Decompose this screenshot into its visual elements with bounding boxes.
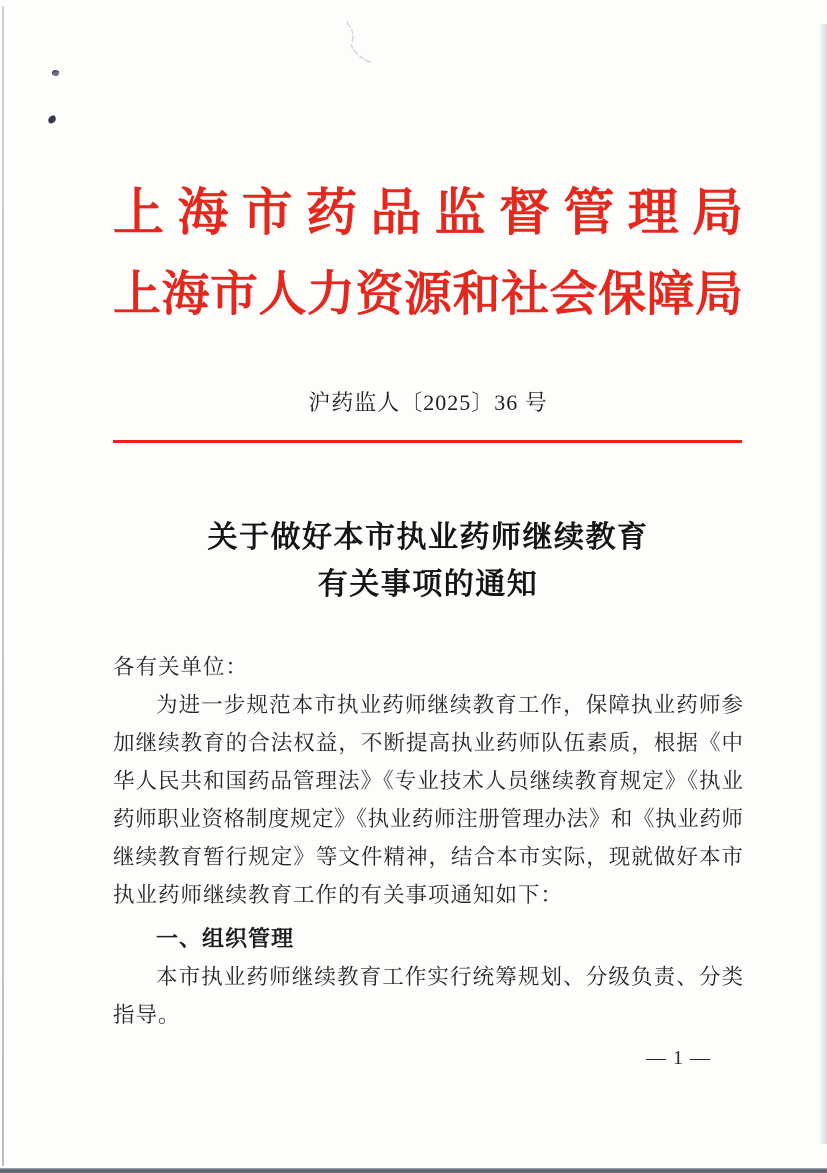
header-divider-rule	[113, 440, 742, 443]
section-heading: 一、组织管理	[156, 926, 295, 951]
body-line: 继续教育暂行规定》等文件精神，结合本市实际，现就做好本市	[113, 845, 743, 869]
body-text	[113, 648, 743, 1034]
scan-ink-speck	[51, 69, 59, 77]
header-agency-line2: 上海市人力资源和社会保障局	[113, 268, 743, 321]
body-line: 药师职业资格制度规定》《执业药师注册管理办法》和《执业药师	[113, 807, 743, 831]
scan-hairline-squiggle	[335, 18, 383, 70]
body-line: 执业药师继续教育工作的有关事项通知如下：	[113, 883, 564, 907]
header-agency-line1: 上海市药品监督管理局	[113, 186, 743, 242]
notice-title-line2: 有关事项的通知	[317, 568, 539, 601]
scan-edge-bottom-line	[0, 1168, 827, 1173]
body-line: 为进一步规范本市执业药师继续教育工作，保障执业药师参	[156, 693, 743, 717]
notice-title-line1: 关于做好本市执业药师继续教育	[207, 521, 649, 554]
body-line: 指导。	[113, 1003, 181, 1027]
scan-edge-right-shade	[819, 24, 827, 1144]
scan-ink-speck	[47, 115, 57, 124]
doc-number: 沪药监人〔2025〕36 号	[308, 390, 548, 415]
body-line: 加继续教育的合法权益，不断提高执业药师队伍素质，根据《中	[113, 731, 743, 755]
scan-edge-left-line	[2, 6, 4, 1166]
body-line: 各有关单位：	[113, 655, 249, 679]
notice-title	[113, 514, 743, 608]
body-line: 华人民共和国药品管理法》《专业技术人员继续教育规定》《执业	[113, 769, 743, 793]
body-line: 本市执业药师继续教育工作实行统筹规划、分级负责、分类	[156, 965, 743, 989]
page-number: — 1 —	[646, 1047, 711, 1069]
